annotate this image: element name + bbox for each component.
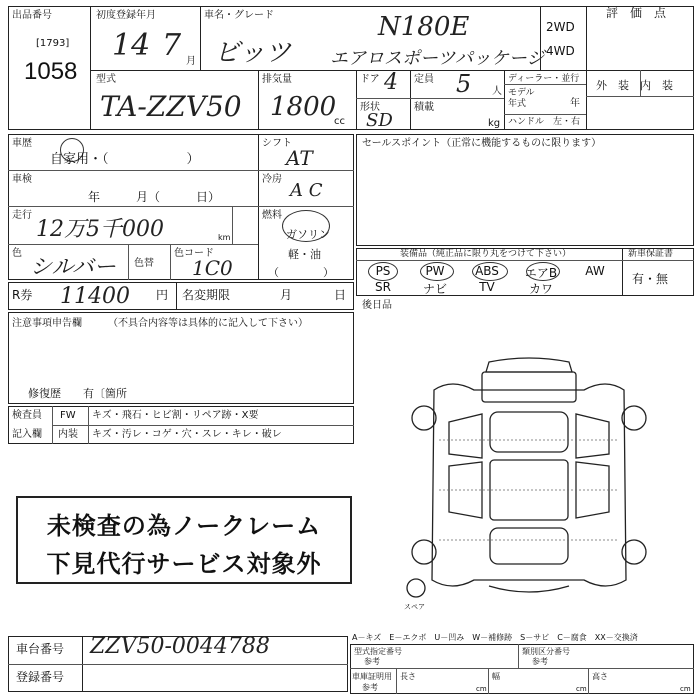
capacity-value: 5 (456, 70, 472, 98)
interior-label: 内装 (58, 429, 78, 440)
grade-line2: エアロスポーツパッケージ (330, 48, 545, 69)
category-label: 類別区分番号 (522, 647, 570, 656)
entry-label: 記入欄 (12, 429, 42, 440)
inspection-label: 車検 (12, 174, 32, 185)
height-unit: cm (680, 685, 691, 693)
later-docs-label: 後日品 (362, 300, 392, 311)
drive-2wd: 2WD (546, 20, 575, 34)
length-label: 長さ (400, 672, 416, 681)
recycle-unit: 円 (156, 288, 169, 302)
inspection-value: 年 月（ 日） (88, 190, 221, 204)
equip-ps: PS (375, 264, 391, 278)
equip-airbag-circle (526, 262, 560, 281)
rating-label: 評 価 点 (606, 6, 667, 20)
sales-label: セールスポイント（正常に機能するものに限ります） (362, 138, 602, 149)
fuel-light-oil: 軽・油 (288, 248, 321, 261)
displacement-value: 1800 (270, 92, 337, 122)
month-unit: 月 (186, 56, 196, 67)
notes-label: 注意事項申告欄 (12, 318, 82, 329)
chassis-value: ZZV50-0044788 (90, 634, 270, 659)
fuel-paren: （ ） (268, 266, 334, 279)
spare-label: スペア (404, 603, 425, 611)
new-warranty-value: 有・無 (632, 272, 669, 286)
equip-sr: SR (375, 280, 391, 294)
fuel-circle (282, 210, 330, 242)
equip-pw-circle (420, 262, 454, 281)
lot-sub: [1793] (36, 38, 70, 49)
fw-text: キズ・飛石・ヒビ割・リペア跡・X要 (92, 410, 259, 421)
capacity-unit: 人 (492, 86, 502, 97)
equip-abs: ABS (475, 264, 499, 278)
length-unit: cm (476, 685, 487, 693)
equip-navi: ナビ (422, 282, 447, 296)
mileage-label: 走行 (12, 210, 32, 221)
car-outline (432, 358, 626, 592)
model-label: 型式 (96, 74, 116, 85)
equip-leather: カワ (528, 282, 553, 296)
designated-label: 型式指定番号 (354, 647, 402, 656)
name-change-day: 日 (334, 288, 347, 302)
mileage-value: 12万5千000 (36, 217, 164, 242)
fuel-label: 燃料 (262, 210, 282, 221)
color-code-value: 1C0 (192, 256, 233, 280)
name-change-label: 名変期限 (182, 288, 231, 302)
dealer-label: ディーラー・並行 (508, 74, 580, 84)
model-value: TA-ZZV50 (100, 90, 242, 123)
sales-block (356, 134, 694, 246)
equipment-label: 装備品（純正品に限り丸をつけて下さい） (400, 249, 572, 259)
history-value: 自家用・（ ） (50, 152, 200, 167)
doors-label: ドア (360, 74, 380, 85)
reg-number-label: 登録番号 (16, 670, 65, 684)
fw-label: FW (60, 410, 76, 421)
new-warranty-label: 新車保証書 (628, 249, 674, 259)
drive-4wd: 4WD (546, 44, 575, 58)
displacement-label: 排気量 (262, 74, 292, 85)
model-year-label: モデル (508, 88, 535, 98)
no-claim-banner (16, 496, 352, 584)
name-grade-label: 車名・グレード (204, 10, 274, 21)
shift-label: シフト (262, 138, 292, 149)
cert-label: 車庫証明用 (352, 672, 392, 681)
interior-text: キズ・汚レ・コゲ・穴・スレ・キレ・破レ (92, 429, 282, 440)
banner-line2: 下見代行サービス対象外 (46, 550, 322, 578)
equip-aw: AW (585, 264, 605, 278)
lot-label: 出品番号 (12, 10, 52, 21)
shape-label: 形状 (360, 102, 380, 113)
equip-abs-circle (472, 262, 508, 281)
car-damage-diagram (394, 350, 664, 610)
recycle-value: 11400 (60, 284, 130, 309)
cert-sub: 参考 (362, 683, 378, 692)
width-label: 幅 (492, 672, 500, 681)
model-year-label2: 年式 (508, 99, 527, 109)
designated-sub: 参考 (364, 657, 380, 666)
load-unit: kg (488, 118, 501, 129)
category-sub: 参考 (532, 657, 548, 666)
equip-pw: PW (425, 264, 445, 278)
history-label: 車歴 (12, 138, 32, 149)
repair-label: 修復歴 有〔箇所 (28, 387, 127, 400)
shift-value: AT (286, 146, 313, 170)
fuel-gasoline: ガソリン (286, 228, 330, 241)
capacity-label: 定員 (414, 74, 434, 85)
color-value: シルバー (30, 255, 116, 280)
banner-line1: 未検査の為ノークレーム (46, 512, 322, 540)
handle-label: ハンドル 左・右 (508, 117, 581, 127)
color-code-label: 色コード (174, 248, 214, 259)
notes-hint: （不具合内容等は具体的に記入して下さい） (108, 318, 308, 329)
damage-legend: A－キズ E－エクボ U－凹み W－補修跡 S－サビ C－腐食 XX－交換済 (352, 633, 638, 642)
height-label: 高さ (592, 672, 608, 681)
year-unit: 年 (570, 98, 580, 109)
mileage-unit: km (218, 233, 231, 242)
width-unit: cm (576, 685, 587, 693)
first-reg-label: 初度登録年月 (96, 10, 156, 21)
grade-line1: N180E (378, 12, 470, 42)
shape-value: SD (366, 110, 393, 131)
equip-airbag: エアB (524, 266, 558, 280)
car-name: ビッツ (214, 38, 291, 68)
lot-number: 1058 (24, 58, 78, 85)
wheels (407, 406, 646, 597)
equip-ps-circle (368, 262, 398, 281)
doors-value: 4 (384, 70, 398, 95)
name-change-month: 月 (280, 288, 293, 302)
inspector-label: 検査員 (12, 410, 42, 421)
recycle-label: R券 (12, 288, 33, 302)
ext-int-label: 外 装 内 装 (596, 79, 673, 92)
equip-tv: TV (479, 280, 495, 294)
load-label: 積載 (414, 102, 434, 113)
displacement-unit: cc (334, 116, 345, 127)
first-reg-year: 14 (112, 28, 151, 63)
color-change-label: 色替 (134, 258, 154, 269)
chassis-label: 車台番号 (16, 642, 65, 656)
color-label: 色 (12, 248, 22, 259)
aircon-value: A C (290, 180, 323, 201)
aircon-label: 冷房 (262, 174, 282, 185)
first-reg-month: 7 (162, 28, 182, 63)
